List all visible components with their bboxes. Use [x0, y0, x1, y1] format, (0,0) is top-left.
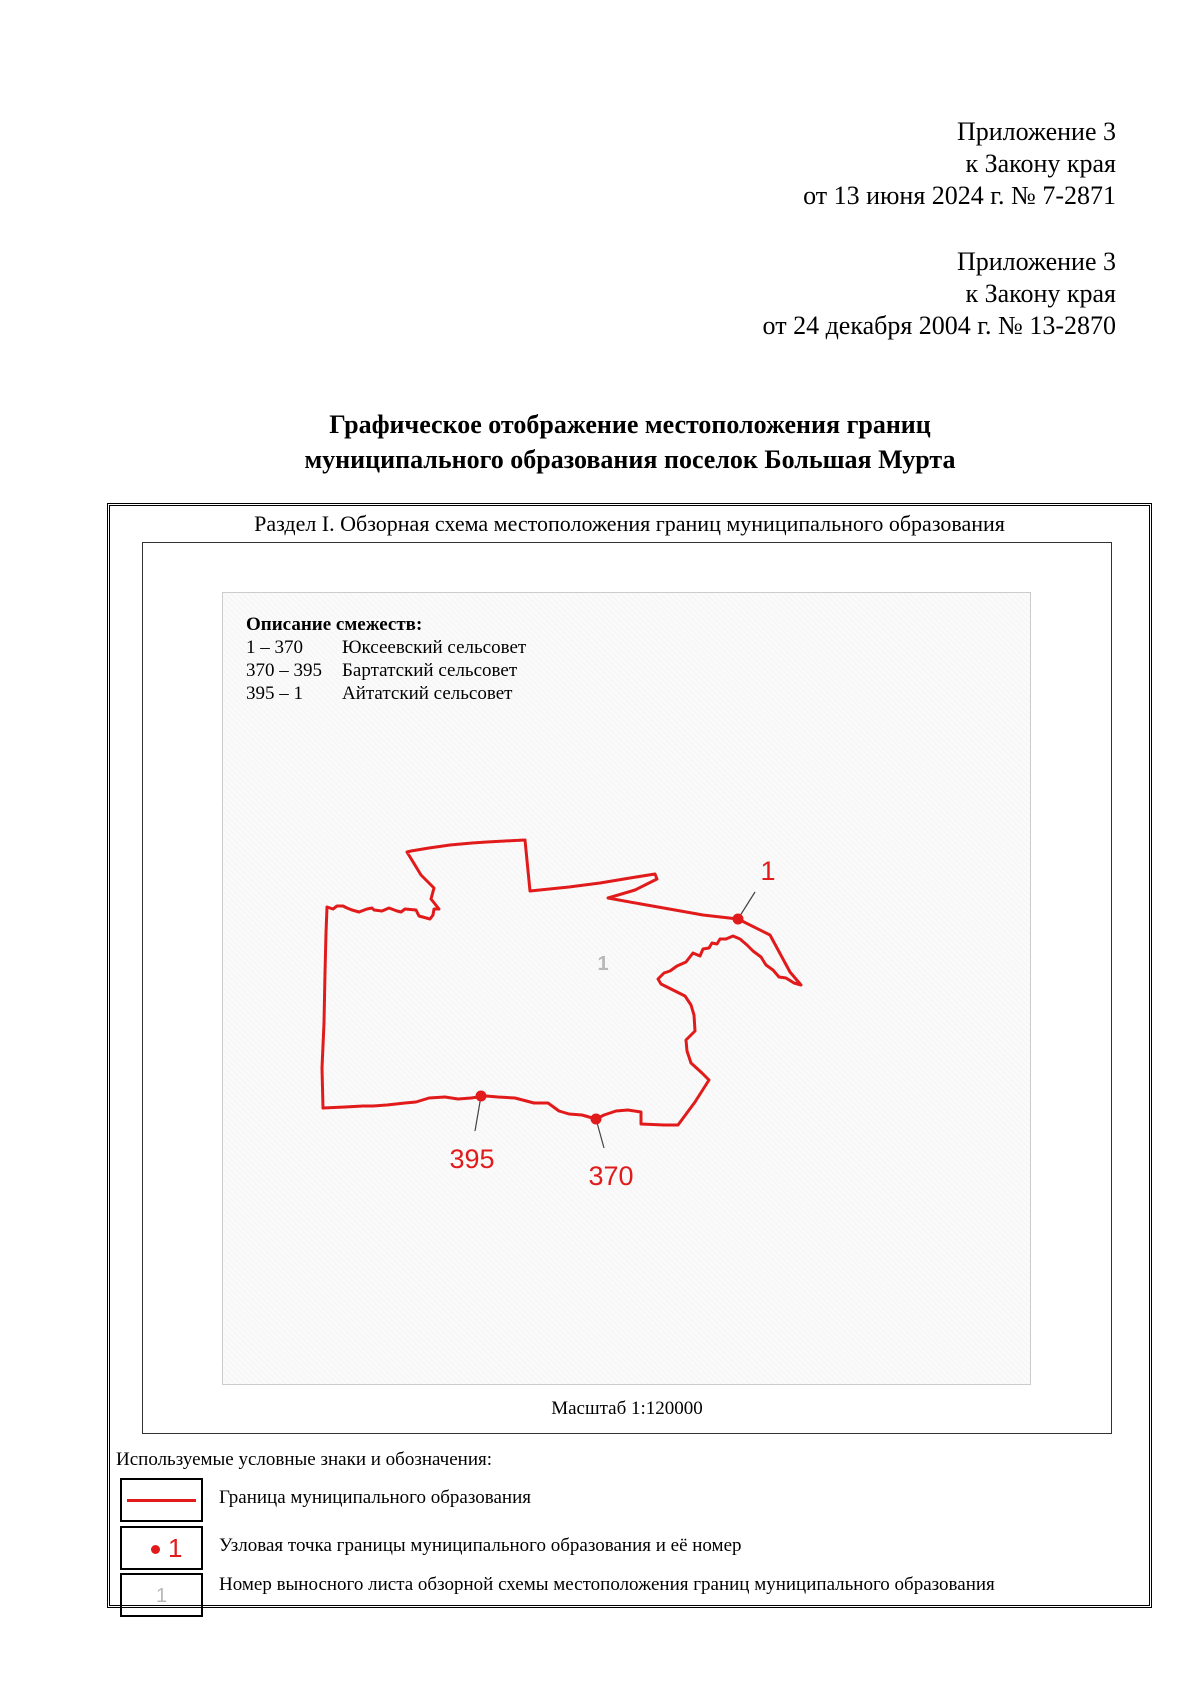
adjacency-name: Юксеевский сельсовет: [342, 637, 527, 658]
municipal-boundary: [322, 840, 801, 1125]
node-point-symbol: [151, 1545, 160, 1554]
legend-text: Граница муниципального образования: [219, 1487, 531, 1508]
point-label: 1: [760, 856, 776, 886]
point-label: 370: [588, 1161, 634, 1191]
law-date: от 24 декабря 2004 г. № 13-2870: [762, 311, 1116, 340]
legend-swatch: [120, 1526, 203, 1570]
title-line-2: муниципального образования поселок Большая Мурта: [304, 445, 956, 474]
adjacency-name: Айтатский сельсовет: [342, 683, 513, 704]
appendix-header-original: [763, 246, 1116, 342]
appendix-header-current: [803, 116, 1116, 212]
scale-label: Масштаб 1:120000: [551, 1398, 703, 1419]
map-area: [222, 592, 1031, 1385]
legend-text: Номер выносного листа обзорной схемы местоположения границ муниципального образования: [219, 1574, 995, 1595]
sheet-number-label: 1: [597, 953, 609, 975]
boundary-point-1: [733, 856, 776, 925]
law-date: от 13 июня 2024 г. № 7-2871: [803, 181, 1116, 210]
title-line-1: Графическое отображение местоположения границ: [329, 410, 931, 439]
adjacency-range: 370 – 395: [246, 660, 322, 681]
boundary-point-395: [449, 1091, 494, 1175]
appendix-label: Приложение 3: [956, 117, 1116, 146]
node-point-number: 1: [168, 1533, 183, 1563]
legend-title: Используемые условные знаки и обозначения:: [116, 1449, 493, 1470]
law-label: к Закону края: [965, 149, 1116, 178]
legend-swatch: [120, 1573, 203, 1617]
section-title: Раздел I. Обзорная схема местоположения границ муниципального образования: [254, 511, 1005, 536]
map-frame: [142, 542, 1112, 1434]
law-label: к Закону края: [965, 279, 1116, 308]
legend-text: Узловая точка границы муниципального образования и её номер: [219, 1535, 742, 1556]
boundary-point-370: [588, 1114, 633, 1192]
legend-swatch: [120, 1478, 203, 1522]
sheet-number-symbol: 1: [155, 1585, 168, 1607]
point-label: 395: [449, 1144, 495, 1174]
adjacency-range: 1 – 370: [246, 637, 303, 658]
adjacency-range: 395 – 1: [246, 683, 303, 704]
map-canvas: [223, 593, 1030, 1384]
adjacency-name: Бартатский сельсовет: [342, 660, 518, 681]
appendix-label: Приложение 3: [956, 247, 1116, 276]
schema-frame: [107, 503, 1152, 1608]
document-title: [0, 407, 1200, 477]
boundary-line-symbol: [127, 1499, 196, 1502]
adjacency-title: Описание смежеств:: [246, 614, 423, 635]
